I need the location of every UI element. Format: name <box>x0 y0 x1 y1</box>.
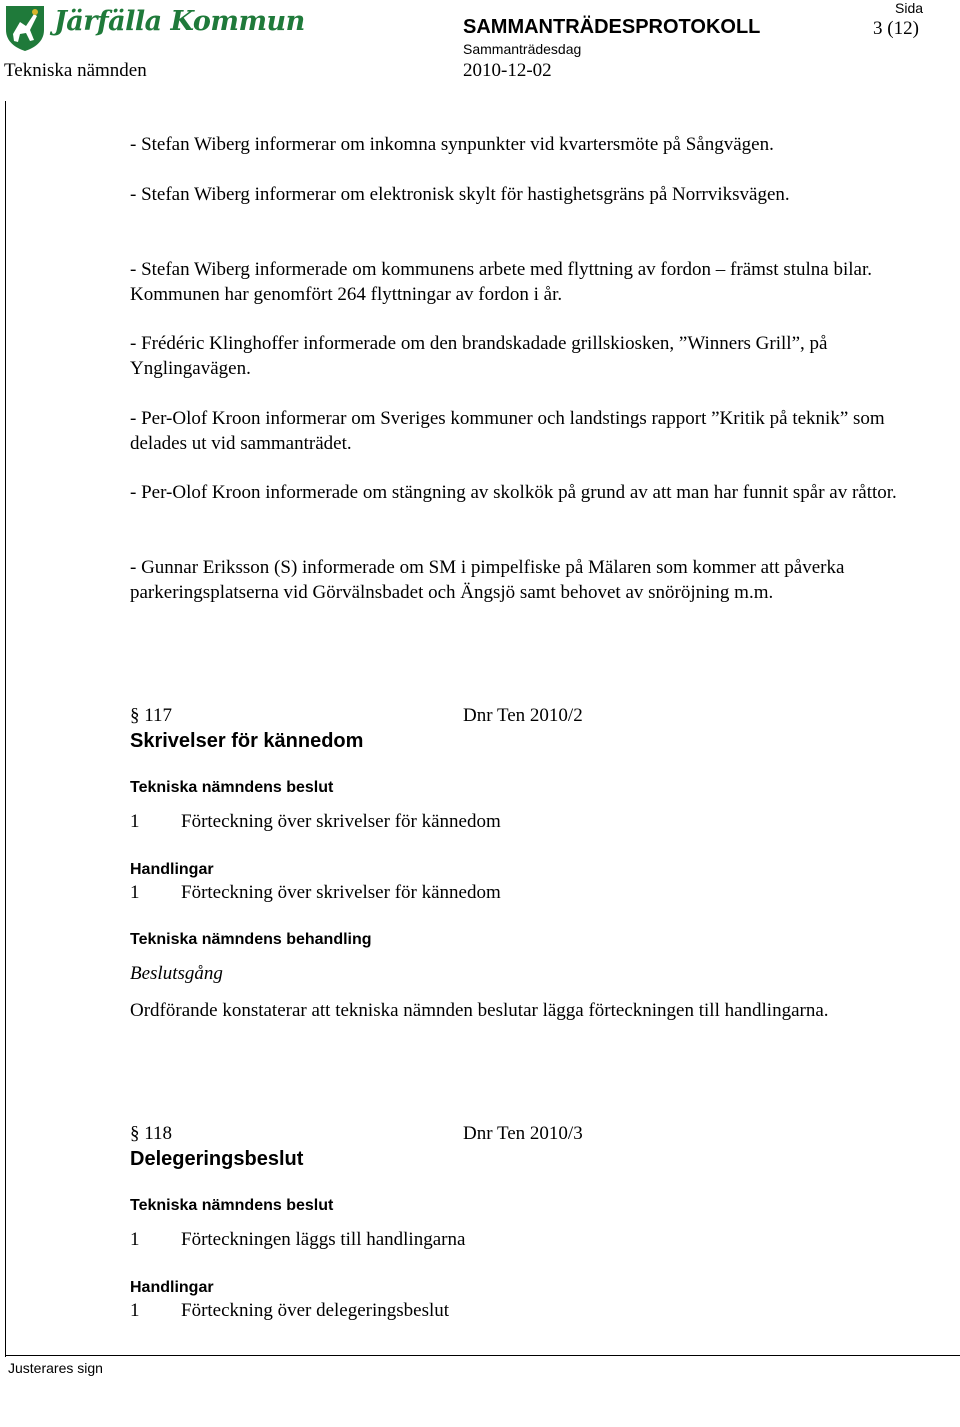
meeting-date: 2010-12-02 <box>463 60 552 81</box>
item-number: 1 <box>130 1229 140 1250</box>
item-text: Förteckning över skrivelser för kännedom <box>181 811 501 832</box>
margin-rule <box>5 101 6 1357</box>
documents-heading: Handlingar <box>130 1279 214 1296</box>
info-paragraph: - Gunnar Eriksson (S) informerade om SM i pimpelfiske på Mälaren som kommer att påverka parkeringsplatserna vid Görvälnsbadet och Ängsjö samt behovet av snöröjning m.m. <box>130 557 845 603</box>
section-title: Delegeringsbeslut <box>130 1148 304 1170</box>
document-title: SAMMANTRÄDESPROTOKOLL <box>463 16 761 38</box>
page-number: 3 (12) <box>873 18 919 39</box>
procedure-label: Beslutsgång <box>130 963 223 984</box>
item-number: 1 <box>130 811 140 832</box>
procedure-text: Ordförande konstaterar att tekniska nämnden beslutar lägga förteckningen till handlingarna. <box>130 1000 829 1021</box>
item-number: 1 <box>130 882 140 903</box>
meeting-date-label: Sammanträdesdag <box>463 41 582 57</box>
section-dnr: Dnr Ten 2010/3 <box>463 1123 583 1144</box>
info-paragraph: - Stefan Wiberg informerade om kommunens arbete med flyttning av fordon – främst stulna bilar. Kommunen har genomfört 264 flyttningar av fordon i år. <box>130 259 872 305</box>
decision-item <box>130 1229 465 1251</box>
item-text: Förteckning över skrivelser för kännedom <box>181 882 501 903</box>
section-number: § 117 <box>130 705 173 726</box>
treatment-heading: Tekniska nämndens behandling <box>130 931 372 948</box>
decision-heading: Tekniska nämndens beslut <box>130 1197 334 1214</box>
item-text: Förteckningen läggs till handlingarna <box>181 1229 466 1250</box>
municipality-crest-icon <box>4 4 46 52</box>
info-paragraph: - Frédéric Klinghoffer informerade om den brandskadade grillskiosken, ”Winners Grill”, på Ynglingavägen. <box>130 333 828 379</box>
signature-label: Justerares sign <box>8 1360 103 1376</box>
item-number: 1 <box>130 1300 140 1321</box>
item-text: Förteckning över delegeringsbeslut <box>181 1300 450 1321</box>
decision-item <box>130 811 501 833</box>
committee-name: Tekniska nämnden <box>4 60 147 81</box>
page-label: Sida <box>895 0 924 16</box>
municipality-logo-text: Järfälla Kommun <box>54 6 305 37</box>
document-item <box>130 1300 449 1322</box>
info-paragraph: - Per-Olof Kroon informerar om Sveriges kommuner och landstings rapport ”Kritik på teknik” som delades ut vid sammanträdet. <box>130 408 885 454</box>
info-paragraph: - Stefan Wiberg informerar om inkomna synpunkter vid kvartersmöte på Sångvägen. <box>130 134 774 155</box>
footer-rule <box>5 1355 960 1356</box>
info-paragraph: - Per-Olof Kroon informerade om stängning av skolkök på grund av att man har funnit spår av råttor. <box>130 482 897 503</box>
section-title: Skrivelser för kännedom <box>130 730 364 752</box>
section-number: § 118 <box>130 1123 173 1144</box>
info-paragraph: - Stefan Wiberg informerar om elektronisk skylt för hastighetsgräns på Norrviksvägen. <box>130 184 790 205</box>
decision-heading: Tekniska nämndens beslut <box>130 779 334 796</box>
section-dnr: Dnr Ten 2010/2 <box>463 705 583 726</box>
documents-heading: Handlingar <box>130 861 214 878</box>
document-item <box>130 882 501 904</box>
